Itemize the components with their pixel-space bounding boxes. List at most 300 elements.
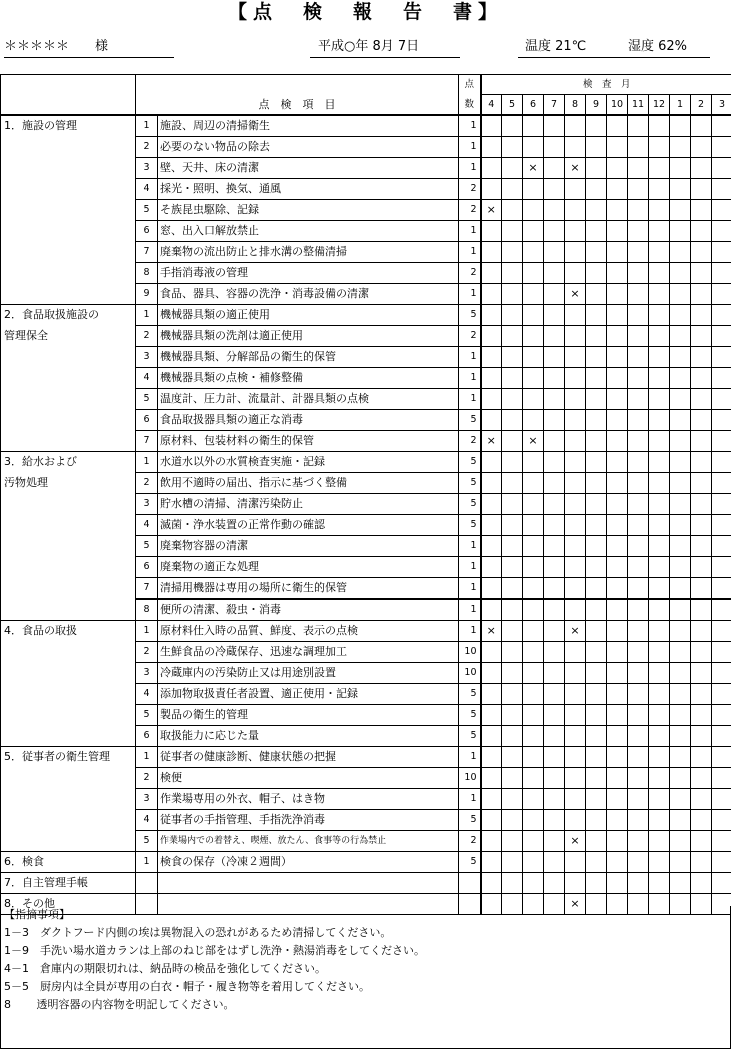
month-cell (691, 284, 712, 305)
month-cell (712, 263, 731, 284)
month-cell (628, 873, 649, 894)
month-cell (628, 389, 649, 410)
month-cell (649, 284, 670, 305)
month-cell (670, 747, 691, 768)
item-number: 4 (136, 515, 158, 536)
item-number: 6 (136, 726, 158, 747)
table-row (1, 873, 731, 894)
month-cell (565, 599, 586, 621)
month-cell (481, 494, 502, 515)
month-cell (628, 768, 649, 789)
month-cell (649, 389, 670, 410)
month-cell (607, 200, 628, 221)
group-label: 7．自主管理手帳 (1, 873, 136, 894)
month-cell (586, 389, 607, 410)
month-cell (691, 347, 712, 368)
item-text: 滅菌・浄水装置の正常作動の確認 (158, 515, 459, 536)
item-number: 1 (136, 621, 158, 642)
group-label: 4．食品の取扱 (1, 621, 136, 642)
item-points: 5 (459, 684, 481, 705)
month-cell (586, 410, 607, 431)
month-cell (691, 137, 712, 158)
month-cell (607, 284, 628, 305)
month-cell (586, 536, 607, 557)
month-cell (712, 831, 731, 852)
month-cell (691, 305, 712, 326)
month-cell (481, 452, 502, 473)
month-cell (586, 726, 607, 747)
deficiency-mark: × (565, 621, 586, 642)
remarks-heading: 【指摘事項】 (4, 908, 70, 921)
month-cell (523, 326, 544, 347)
group-label (1, 158, 136, 179)
item-text: 採光・照明、換気、通風 (158, 179, 459, 200)
item-number: 2 (136, 137, 158, 158)
item-points: 2 (459, 179, 481, 200)
month-cell (691, 494, 712, 515)
month-cell (628, 557, 649, 578)
month-cell (670, 221, 691, 242)
month-cell (607, 115, 628, 137)
month-cell (586, 642, 607, 663)
item-points: 1 (459, 578, 481, 600)
month-cell (586, 663, 607, 684)
month-cell (586, 179, 607, 200)
item-text (158, 873, 459, 894)
item-header-cell (136, 75, 459, 95)
item-points: 1 (459, 115, 481, 137)
month-cell (670, 557, 691, 578)
month-cell (523, 747, 544, 768)
month-cell (544, 242, 565, 263)
month-cell (565, 347, 586, 368)
item-points: 2 (459, 431, 481, 452)
table-row (1, 242, 731, 263)
item-points: 1 (459, 368, 481, 389)
month-cell (586, 137, 607, 158)
month-cell (481, 852, 502, 873)
month-cell (544, 515, 565, 536)
month-cell (565, 515, 586, 536)
month-cell (649, 747, 670, 768)
month-cell (586, 684, 607, 705)
deficiency-mark: × (565, 158, 586, 179)
month-cell (691, 473, 712, 494)
remarks-box (0, 906, 731, 1049)
group-header-cell (1, 95, 136, 116)
month-cell (628, 137, 649, 158)
month-cell (691, 726, 712, 747)
month-cell (481, 473, 502, 494)
month-cell (607, 578, 628, 600)
month-cell (628, 852, 649, 873)
month-cell (586, 221, 607, 242)
table-row (1, 263, 731, 284)
month-cell (649, 326, 670, 347)
month-cell (691, 684, 712, 705)
item-number: 5 (136, 200, 158, 221)
group-label (1, 284, 136, 305)
item-text: 清掃用機器は専用の場所に衛生的保管 (158, 578, 459, 600)
deficiency-mark: × (523, 431, 544, 452)
month-cell (712, 410, 731, 431)
month-cell (712, 810, 731, 831)
item-number: 5 (136, 705, 158, 726)
table-row (1, 726, 731, 747)
month-cell (565, 789, 586, 810)
month-cell (649, 557, 670, 578)
month-cell (565, 873, 586, 894)
month-cell (502, 368, 523, 389)
month-cell (712, 179, 731, 200)
month-cell (712, 368, 731, 389)
month-cell (544, 158, 565, 179)
month-cell (565, 200, 586, 221)
month-cell (691, 515, 712, 536)
month-cell (544, 810, 565, 831)
month-cell (544, 179, 565, 200)
month-cell (712, 663, 731, 684)
item-points: 5 (459, 726, 481, 747)
month-cell (544, 326, 565, 347)
month-cell (586, 747, 607, 768)
item-points: 5 (459, 494, 481, 515)
item-points: 10 (459, 642, 481, 663)
month-cell (481, 284, 502, 305)
month-cell (502, 536, 523, 557)
month-cell (628, 431, 649, 452)
month-cell (649, 705, 670, 726)
month-cell (565, 305, 586, 326)
month-cell (523, 810, 544, 831)
month-cell (523, 557, 544, 578)
item-points: 1 (459, 389, 481, 410)
month-cell (607, 137, 628, 158)
month-cell (670, 726, 691, 747)
month-cell (712, 115, 731, 137)
month-cell (502, 494, 523, 515)
table-row (1, 221, 731, 242)
month-cell (628, 242, 649, 263)
month-cell (481, 158, 502, 179)
month-cell (628, 326, 649, 347)
month-cell (481, 221, 502, 242)
group-label: 2．食品取扱施設の (1, 305, 136, 326)
month-cell (523, 200, 544, 221)
month-cell (523, 368, 544, 389)
month-cell (565, 389, 586, 410)
item-text: 原材料仕入時の品質、鮮度、表示の点検 (158, 621, 459, 642)
item-text: 廃棄物の適正な処理 (158, 557, 459, 578)
month-cell (670, 578, 691, 600)
month-cell (481, 831, 502, 852)
group-label (1, 705, 136, 726)
month-cell (670, 263, 691, 284)
month-cell (586, 158, 607, 179)
group-label (1, 663, 136, 684)
table-row (1, 179, 731, 200)
table-row (1, 789, 731, 810)
item-points: 10 (459, 663, 481, 684)
month-cell (544, 431, 565, 452)
month-cell (649, 852, 670, 873)
month-cell (712, 599, 731, 621)
table-row (1, 642, 731, 663)
month-cell (670, 389, 691, 410)
month-cell (586, 852, 607, 873)
month-cell (712, 557, 731, 578)
item-points: 1 (459, 158, 481, 179)
month-cell (502, 852, 523, 873)
month-cell (649, 263, 670, 284)
month-cell (607, 452, 628, 473)
month-cell (649, 431, 670, 452)
month-cell (502, 179, 523, 200)
month-cell (523, 389, 544, 410)
table-row (1, 158, 731, 179)
month-cell (586, 200, 607, 221)
item-points: 5 (459, 810, 481, 831)
month-cell (523, 284, 544, 305)
month-cell (649, 347, 670, 368)
item-number: 3 (136, 663, 158, 684)
month-cell (523, 789, 544, 810)
month-cell (628, 284, 649, 305)
month-cell (628, 663, 649, 684)
month-cell (502, 768, 523, 789)
month-cell (565, 747, 586, 768)
month-cell (586, 768, 607, 789)
month-cell (523, 347, 544, 368)
month-cell (649, 137, 670, 158)
month-cell (628, 705, 649, 726)
month-cell (523, 642, 544, 663)
month-cell (607, 347, 628, 368)
item-text: 壁、天井、床の清潔 (158, 158, 459, 179)
month-cell (502, 599, 523, 621)
item-number: 4 (136, 810, 158, 831)
month-cell (607, 536, 628, 557)
month-cell (628, 536, 649, 557)
group-label (1, 768, 136, 789)
item-points: 1 (459, 284, 481, 305)
item-text: 機械器具類の点検・補修整備 (158, 368, 459, 389)
month-cell (565, 578, 586, 600)
month-cell (502, 642, 523, 663)
month-cell (565, 536, 586, 557)
month-cell (670, 410, 691, 431)
month-cell (523, 663, 544, 684)
item-number: 4 (136, 179, 158, 200)
month-cell (586, 452, 607, 473)
item-number: 3 (136, 494, 158, 515)
item-number: 1 (136, 115, 158, 137)
group-label (1, 810, 136, 831)
month-cell (481, 179, 502, 200)
item-text: 水道水以外の水質検査実施・記録 (158, 452, 459, 473)
group-label (1, 179, 136, 200)
month-cell (712, 221, 731, 242)
month-cell (712, 578, 731, 600)
month-cell (607, 852, 628, 873)
month-cell (607, 368, 628, 389)
month-cell (670, 368, 691, 389)
month-cell (670, 137, 691, 158)
month-cell (586, 305, 607, 326)
month-cell (670, 642, 691, 663)
month-cell (565, 368, 586, 389)
month-cell (544, 137, 565, 158)
remark-line: 1－9 手洗い場水道カランは上部のねじ部をはずし洗浄・熱湯消毒をしてください。 (4, 944, 425, 957)
month-cell (691, 768, 712, 789)
month-cell (628, 599, 649, 621)
item-points: 1 (459, 221, 481, 242)
month-cell (670, 326, 691, 347)
month-cell (607, 684, 628, 705)
month-cell (481, 810, 502, 831)
month-cell (565, 726, 586, 747)
group-label (1, 726, 136, 747)
month-label: 5 (502, 95, 523, 116)
month-cell (586, 347, 607, 368)
month-cell (628, 347, 649, 368)
table-row (1, 578, 731, 600)
month-cell (628, 789, 649, 810)
month-cell (649, 789, 670, 810)
item-number: 6 (136, 557, 158, 578)
month-cell (670, 621, 691, 642)
month-cell (586, 473, 607, 494)
month-cell (691, 642, 712, 663)
month-cell (481, 789, 502, 810)
month-cell (586, 557, 607, 578)
month-cell (523, 726, 544, 747)
month-cell (607, 810, 628, 831)
month-cell (502, 473, 523, 494)
group-label (1, 831, 136, 852)
group-label (1, 557, 136, 578)
month-cell (502, 831, 523, 852)
item-text: 廃棄物の流出防止と排水溝の整備清掃 (158, 242, 459, 263)
month-cell (712, 789, 731, 810)
month-cell (481, 663, 502, 684)
month-cell (502, 726, 523, 747)
month-cell (670, 789, 691, 810)
month-cell (481, 642, 502, 663)
month-cell (712, 389, 731, 410)
table-row (1, 431, 731, 452)
table-row (1, 684, 731, 705)
group-label (1, 642, 136, 663)
month-label: 12 (649, 95, 670, 116)
month-cell (502, 621, 523, 642)
month-cell (544, 473, 565, 494)
month-cell (523, 305, 544, 326)
month-cell (586, 494, 607, 515)
group-label (1, 242, 136, 263)
month-cell (691, 389, 712, 410)
month-cell (565, 557, 586, 578)
table-row (1, 831, 731, 852)
month-cell (523, 515, 544, 536)
month-cell (712, 705, 731, 726)
month-cell (544, 410, 565, 431)
table-row (1, 621, 731, 642)
month-cell (649, 452, 670, 473)
month-cell (691, 599, 712, 621)
month-cell (670, 515, 691, 536)
group-label (1, 200, 136, 221)
month-cell (628, 810, 649, 831)
month-cell (607, 831, 628, 852)
month-cell (712, 873, 731, 894)
item-text: そ族昆虫駆除、記録 (158, 200, 459, 221)
month-cell (649, 599, 670, 621)
month-cell (628, 831, 649, 852)
month-cell (607, 599, 628, 621)
month-cell (586, 263, 607, 284)
item-points: 2 (459, 263, 481, 284)
group-label: 汚物処理 (1, 473, 136, 494)
month-cell (670, 852, 691, 873)
month-cell (691, 663, 712, 684)
month-cell (691, 747, 712, 768)
month-cell (628, 494, 649, 515)
month-cell (712, 747, 731, 768)
item-number: 8 (136, 263, 158, 284)
item-number: 7 (136, 242, 158, 263)
month-cell (586, 115, 607, 137)
group-label (1, 221, 136, 242)
month-cell (523, 494, 544, 515)
month-cell (691, 326, 712, 347)
month-cell (607, 158, 628, 179)
month-cell (691, 431, 712, 452)
group-header-cell (1, 75, 136, 95)
month-cell (481, 263, 502, 284)
table-row (1, 137, 731, 158)
month-cell (502, 305, 523, 326)
item-points: 1 (459, 347, 481, 368)
month-cell (649, 200, 670, 221)
month-cell (586, 831, 607, 852)
month-cell (607, 410, 628, 431)
month-label: 2 (691, 95, 712, 116)
month-cell (691, 221, 712, 242)
month-cell (691, 115, 712, 137)
group-label (1, 789, 136, 810)
weather-underline (518, 57, 710, 58)
item-number: 2 (136, 642, 158, 663)
month-cell (712, 768, 731, 789)
deficiency-mark: × (481, 200, 502, 221)
month-cell (565, 263, 586, 284)
table-row (1, 747, 731, 768)
month-cell (481, 747, 502, 768)
inspection-table (0, 74, 731, 915)
month-cell (544, 621, 565, 642)
month-cell (565, 810, 586, 831)
month-cell (607, 515, 628, 536)
month-cell (607, 621, 628, 642)
month-cell (628, 158, 649, 179)
month-cell (586, 873, 607, 894)
item-number: 4 (136, 368, 158, 389)
month-label: 9 (586, 95, 607, 116)
deficiency-mark: × (481, 431, 502, 452)
month-cell (628, 726, 649, 747)
month-cell (544, 263, 565, 284)
